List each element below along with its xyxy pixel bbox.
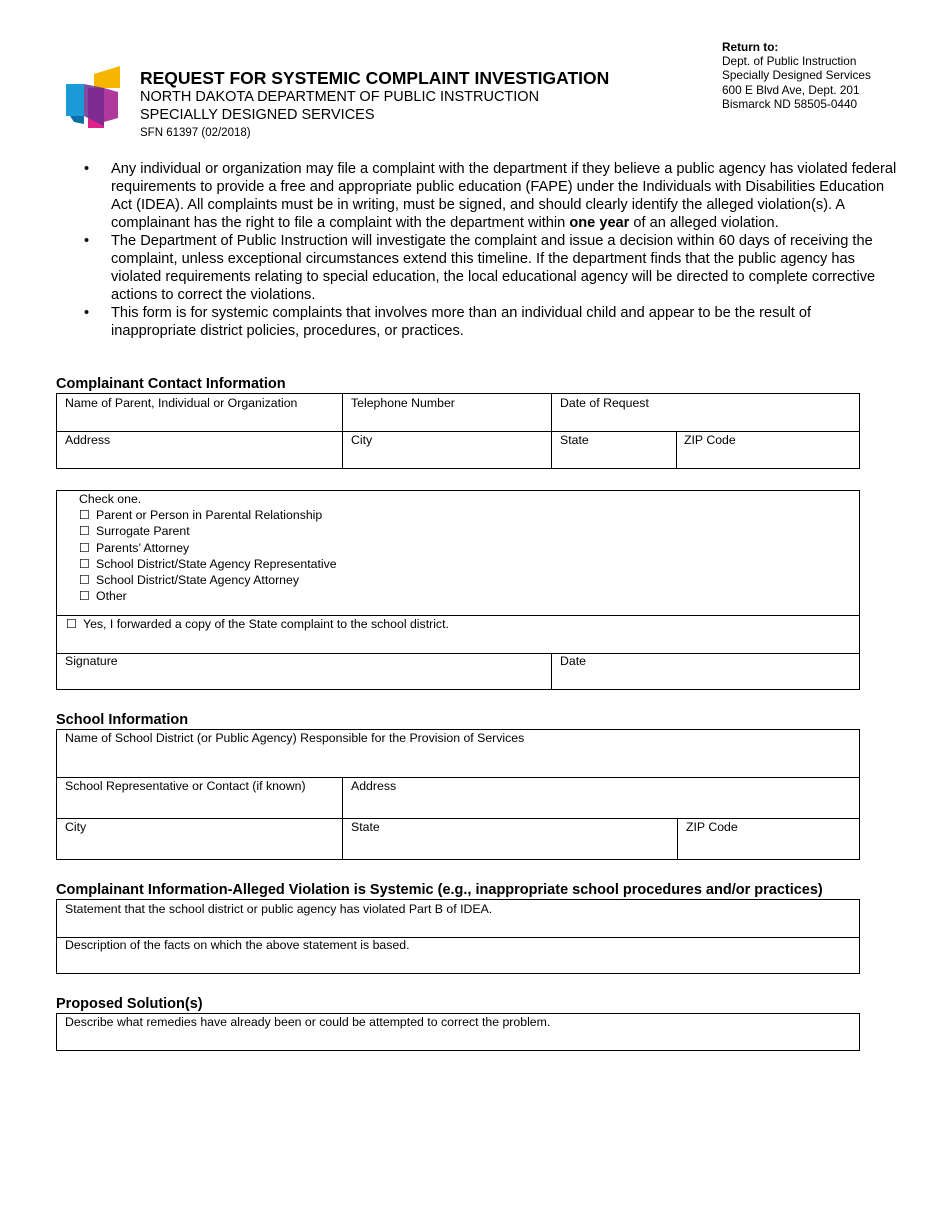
school-zip-field[interactable]: ZIP Code [686, 820, 738, 834]
checkbox-icon[interactable]: ☐ [79, 508, 91, 523]
form-number: SFN 61397 (02/2018) [140, 127, 251, 139]
relationship-options [79, 491, 337, 604]
instruction-item [84, 160, 899, 232]
school-info-table [56, 729, 860, 860]
instruction-1-end: of an alleged violation. [629, 215, 779, 231]
instruction-1-bold: one year [569, 215, 630, 231]
contact-info-table [56, 393, 860, 469]
checkbox-icon[interactable]: ☐ [66, 617, 78, 631]
division-name: SPECIALLY DESIGNED SERVICES [140, 107, 375, 123]
address-field[interactable]: Address [65, 433, 111, 447]
option-parents-attorney[interactable]: ☐ Parents’ Attorney [79, 540, 190, 555]
check-one-label: Check one. [79, 492, 142, 506]
option-district-attorney[interactable]: ☐ School District/State Agency Attorney [79, 573, 300, 588]
instructions-list [84, 160, 899, 340]
return-line-4: Bismarck ND 58505-0440 [722, 96, 858, 111]
violation-heading: Complainant Information-Alleged Violation is Systemic (e.g., inappropriate school procedures and/or practices) [56, 882, 823, 898]
remedies-field[interactable]: Describe what remedies have already been or could be attempted to correct the problem. [65, 1015, 551, 1029]
school-heading: School Information [56, 712, 189, 728]
department-name: NORTH DAKOTA DEPARTMENT OF PUBLIC INSTRUCTION [140, 89, 540, 105]
bullet-icon: • [84, 161, 90, 177]
return-to-label: Return to: [722, 40, 779, 54]
instruction-1-text: Any individual or organization may file a complaint with the department if they believe a public agency has violated federal requirements to provide a free and appropriate public education (FAPE) under the Individuals with Disabilities Education Act (IDEA). All complaints must be in writing, must be signed, and should clearly identify the alleged violation(s). A complainant has the right to file a complaint with the department within [111, 161, 897, 231]
checkbox-icon[interactable]: ☐ [79, 589, 91, 604]
violation-table [56, 899, 860, 974]
form-header [140, 68, 609, 141]
bullet-icon: • [84, 233, 90, 249]
school-state-field[interactable]: State [351, 820, 380, 834]
date-of-request-field[interactable]: Date of Request [560, 396, 649, 410]
school-representative-field[interactable]: School Representative or Contact (if known) [65, 779, 306, 793]
option-district-representative[interactable]: ☐ School District/State Agency Representative [79, 556, 337, 571]
instruction-item [84, 304, 899, 340]
ndpi-logo-icon [66, 66, 122, 136]
relationship-table [56, 490, 860, 690]
violation-statement-field[interactable]: Statement that the school district or public agency has violated Part B of IDEA. [65, 902, 493, 916]
state-field[interactable]: State [560, 433, 589, 447]
return-line-3: 600 E Blvd Ave, Dept. 201 [722, 82, 860, 97]
instruction-2-text: The Department of Public Instruction will investigate the complaint and issue a decision within 60 days of receiving the complaint, unless exceptional circumstances extend this timeline. If the department finds that the public agency has violated requirements relating to special education, the local educational agency will be directed to complete corrective actions to correct the violations. [111, 233, 876, 303]
school-district-field[interactable]: Name of School District (or Public Agency) Responsible for the Provision of Services [65, 731, 525, 745]
contact-heading: Complainant Contact Information [56, 376, 286, 392]
city-field[interactable]: City [351, 433, 373, 447]
instruction-item [84, 232, 899, 304]
option-surrogate-parent[interactable]: ☐ Surrogate Parent [79, 524, 190, 539]
form-title: REQUEST FOR SYSTEMIC COMPLAINT INVESTIGATION [140, 68, 610, 88]
return-line-2: Specially Designed Services [722, 68, 871, 83]
option-other[interactable]: ☐ Other [79, 589, 127, 604]
signature-field[interactable]: Signature [65, 654, 118, 668]
solution-heading: Proposed Solution(s) [56, 996, 203, 1012]
forwarded-copy-option[interactable]: ☐ Yes, I forwarded a copy of the State complaint to the school district. [66, 617, 449, 631]
checkbox-icon[interactable]: ☐ [79, 556, 91, 571]
return-address [722, 40, 871, 111]
complainant-name-field[interactable]: Name of Parent, Individual or Organization [65, 396, 298, 410]
option-parent[interactable]: ☐ Parent or Person in Parental Relationship [79, 508, 323, 523]
telephone-field[interactable]: Telephone Number [351, 396, 455, 410]
solution-table [56, 1013, 860, 1051]
instruction-3-text: This form is for systemic complaints that involves more than an individual child and appear to be the result of inappropriate district policies, procedures, or practices. [111, 305, 812, 339]
signature-date-field[interactable]: Date [560, 654, 586, 668]
checkbox-icon[interactable]: ☐ [79, 524, 91, 539]
school-city-field[interactable]: City [65, 820, 87, 834]
zip-code-field[interactable]: ZIP Code [684, 433, 736, 447]
bullet-icon: • [84, 305, 90, 321]
facts-description-field[interactable]: Description of the facts on which the above statement is based. [65, 938, 410, 952]
checkbox-icon[interactable]: ☐ [79, 573, 91, 588]
return-line-1: Dept. of Public Instruction [722, 54, 857, 69]
school-address-field[interactable]: Address [351, 779, 397, 793]
checkbox-icon[interactable]: ☐ [79, 540, 91, 555]
